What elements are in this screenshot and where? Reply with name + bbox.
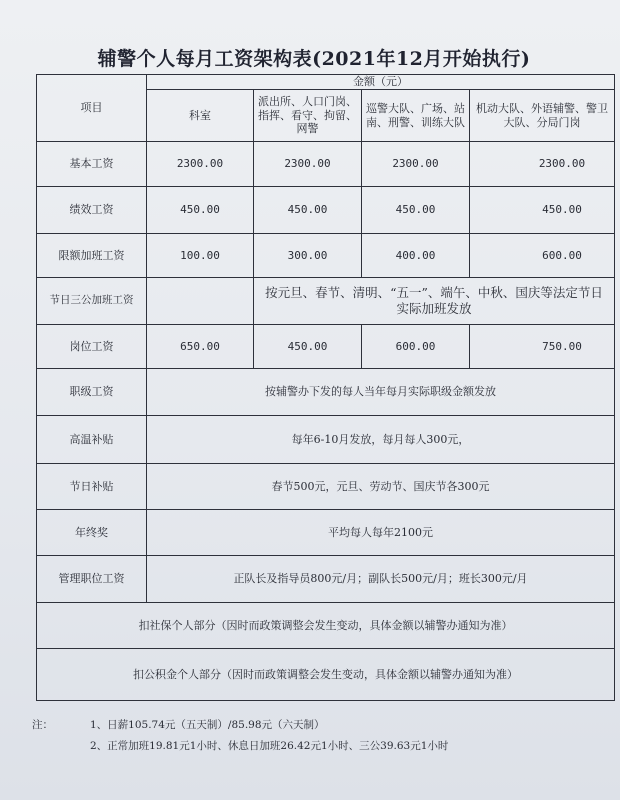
row-label: 高温补贴: [37, 416, 147, 464]
column-header-office: 科室: [147, 90, 254, 142]
row-label: 岗位工资: [37, 325, 147, 369]
cell-value: 450.00: [470, 187, 615, 234]
merged-value: 正队长及指导员800元/月；副队长500元/月；班长300元/月: [147, 556, 615, 603]
housing-fund-deduction: 扣公积金个人部分（因时而政策调整会发生变动，具体金额以辅警办通知为准）: [37, 649, 615, 701]
table-row: [37, 416, 615, 464]
page-title: 辅警个人每月工资架构表(2021年12月开始执行): [97, 48, 531, 70]
header-row-unit: [37, 75, 615, 90]
row-label: 绩效工资: [37, 187, 147, 234]
merged-value: 春节500元，元旦、劳动节、国庆节各300元: [147, 464, 615, 510]
social-insurance-deduction: 扣社保个人部分（因时而政策调整会发生变动，具体金额以辅警办通知为准）: [37, 603, 615, 649]
row-label: 基本工资: [37, 142, 147, 187]
cell-value: 650.00: [147, 325, 254, 369]
row-label: 年终奖: [37, 510, 147, 556]
wage-sheet: [14, 0, 614, 800]
row-label: 限额加班工资: [37, 234, 147, 278]
row-label: 节日三公加班工资: [37, 278, 147, 325]
cell-value: 450.00: [147, 187, 254, 234]
merged-value: 按辅警办下发的每人当年每月实际职级金额发放: [147, 369, 615, 416]
cell-value: 450.00: [254, 325, 362, 369]
row-label: 节日补贴: [37, 464, 147, 510]
table-row: [37, 187, 615, 234]
column-header-station: 派出所、人口门岗、指挥、看守、拘留、网警: [254, 90, 362, 142]
note-item: 2、正常加班19.81元1小时、休息日加班26.42元1小时、三公39.63元1小时: [90, 740, 449, 752]
cell-value: 2300.00: [254, 142, 362, 187]
empty-cell: [147, 278, 254, 325]
table-row: [37, 325, 615, 369]
table-row: [37, 234, 615, 278]
table-row: [37, 649, 615, 701]
table-row: [37, 142, 615, 187]
cell-value: 400.00: [362, 234, 470, 278]
table-row: [37, 556, 615, 603]
cell-value: 300.00: [254, 234, 362, 278]
merged-value: 按元旦、春节、清明、“五一”、端午、中秋、国庆等法定节日实际加班发放: [254, 278, 615, 325]
wage-table: [36, 74, 615, 701]
note-item: 1、日薪105.74元（五天制）/85.98元（六天制）: [90, 719, 325, 731]
column-header-mobile: 机动大队、外语辅警、警卫大队、分局门岗: [470, 90, 615, 142]
cell-value: 100.00: [147, 234, 254, 278]
row-label: 职级工资: [37, 369, 147, 416]
notes-label: 注：: [32, 719, 53, 731]
cell-value: 2300.00: [362, 142, 470, 187]
cell-value: 750.00: [470, 325, 615, 369]
cell-value: 450.00: [362, 187, 470, 234]
merged-value: 每年6-10月发放，每月每人300元，: [147, 416, 615, 464]
row-label: 管理职位工资: [37, 556, 147, 603]
table-row: [37, 464, 615, 510]
cell-value: 450.00: [254, 187, 362, 234]
cell-value: 600.00: [362, 325, 470, 369]
table-row: [37, 510, 615, 556]
cell-value: 600.00: [470, 234, 615, 278]
cell-value: 2300.00: [470, 142, 615, 187]
merged-value: 平均每人每年2100元: [147, 510, 615, 556]
item-header: 项目: [37, 75, 147, 142]
table-row: [37, 603, 615, 649]
column-header-patrol: 巡警大队、广场、站南、刑警、训练大队: [362, 90, 470, 142]
table-row: [37, 369, 615, 416]
amount-header: 金额（元）: [147, 75, 615, 90]
table-row: [37, 278, 615, 325]
cell-value: 2300.00: [147, 142, 254, 187]
